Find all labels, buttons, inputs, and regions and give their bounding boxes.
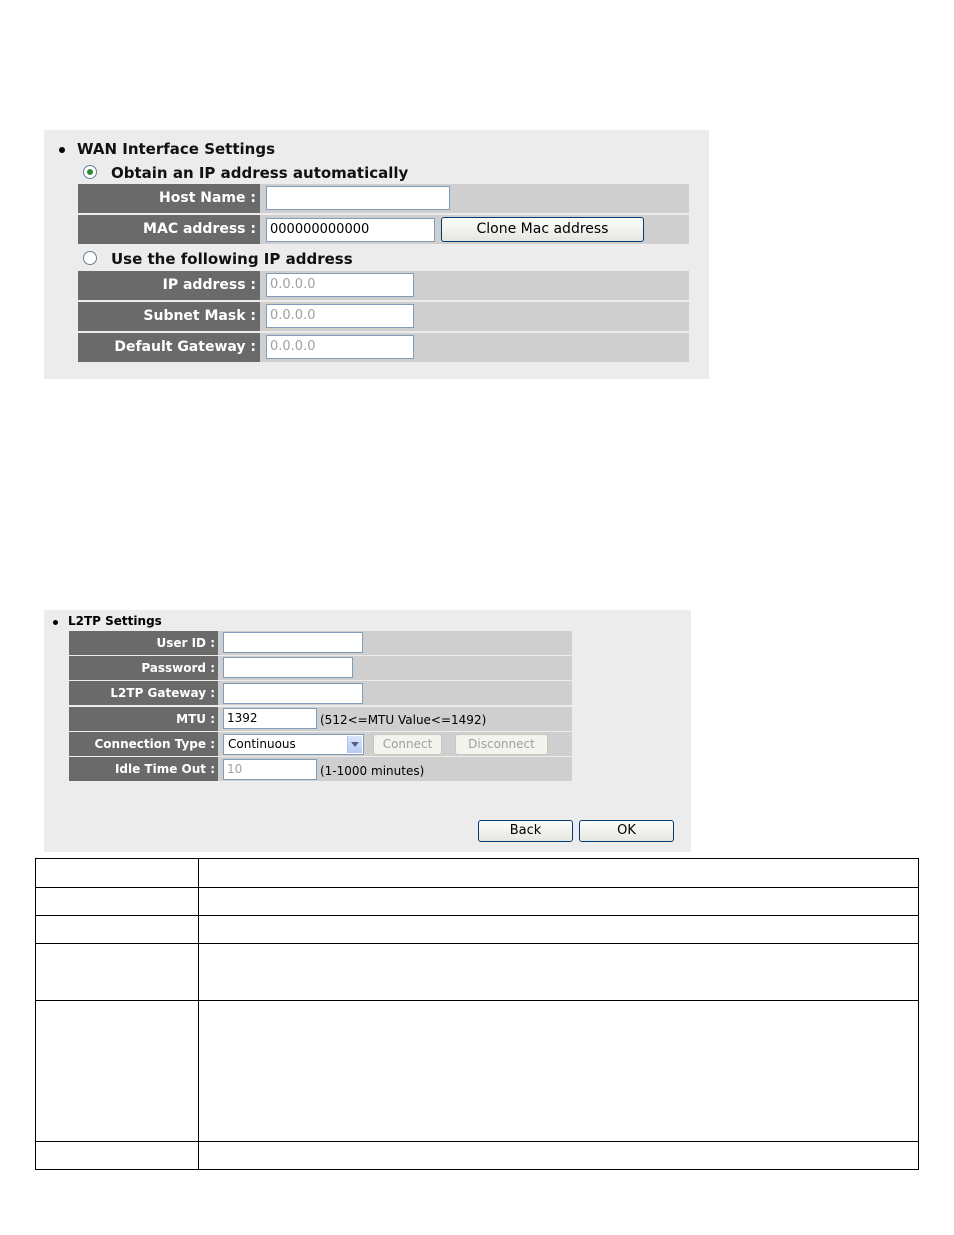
mac-address-input[interactable]: 000000000000 [266,218,435,242]
ip-address-input[interactable]: 0.0.0.0 [266,273,414,297]
table-cell [36,944,199,1001]
table-cell [36,859,199,888]
table-cell [199,916,919,944]
connection-type-select[interactable] [223,734,364,755]
idle-range-note: (1-1000 minutes) [320,764,425,778]
table-cell [36,888,199,916]
obtain-ip-auto-label: Obtain an IP address automatically [111,164,409,182]
table-row [36,1142,919,1170]
idle-time-out-input[interactable]: 10 [223,759,317,780]
table-cell [199,859,919,888]
mtu-input[interactable]: 1392 [223,708,317,729]
idle-time-out-label: Idle Time Out : [69,757,218,781]
default-gateway-label: Default Gateway : [78,333,260,362]
clone-mac-address-button[interactable]: Clone Mac address [441,217,644,242]
wan-title-bullet [59,147,65,153]
user-id-input[interactable] [223,632,363,653]
subnet-mask-label: Subnet Mask : [78,302,260,331]
use-static-ip-radio[interactable] [83,251,97,265]
table-row [36,916,919,944]
host-name-input[interactable] [266,186,450,210]
disconnect-button[interactable]: Disconnect [455,734,548,755]
password-input[interactable] [223,657,353,678]
table-row [36,1001,919,1142]
wan-settings-title: WAN Interface Settings [77,140,275,158]
connection-type-label: Connection Type : [69,732,218,756]
ip-address-label: IP address : [78,271,260,300]
back-button[interactable]: Back [478,820,573,842]
user-id-label: User ID : [69,631,218,655]
table-cell [36,1001,199,1142]
ok-button[interactable]: OK [579,820,674,842]
chevron-down-icon[interactable] [347,736,362,753]
use-static-ip-label: Use the following IP address [111,250,353,268]
l2tp-settings-title: L2TP Settings [68,614,162,628]
connection-type-value: Continuous [228,737,296,751]
table-row [36,944,919,1001]
table-cell [199,1142,919,1170]
l2tp-title-bullet [53,620,58,625]
table-row [36,888,919,916]
obtain-ip-auto-radio[interactable] [83,165,97,179]
table-row [36,859,919,888]
description-table [35,858,919,1170]
l2tp-gateway-input[interactable] [223,683,363,704]
connect-button[interactable]: Connect [373,734,442,755]
mtu-range-note: (512<=MTU Value<=1492) [320,713,487,727]
password-label: Password : [69,656,218,680]
table-cell [199,944,919,1001]
table-cell [36,1142,199,1170]
table-cell [36,916,199,944]
mtu-label: MTU : [69,707,218,731]
subnet-mask-input[interactable]: 0.0.0.0 [266,304,414,328]
table-cell [199,1001,919,1142]
host-name-label: Host Name : [78,184,260,213]
table-cell [199,888,919,916]
mac-address-label: MAC address : [78,215,260,244]
l2tp-gateway-label: L2TP Gateway : [69,681,218,705]
default-gateway-input[interactable]: 0.0.0.0 [266,335,414,359]
